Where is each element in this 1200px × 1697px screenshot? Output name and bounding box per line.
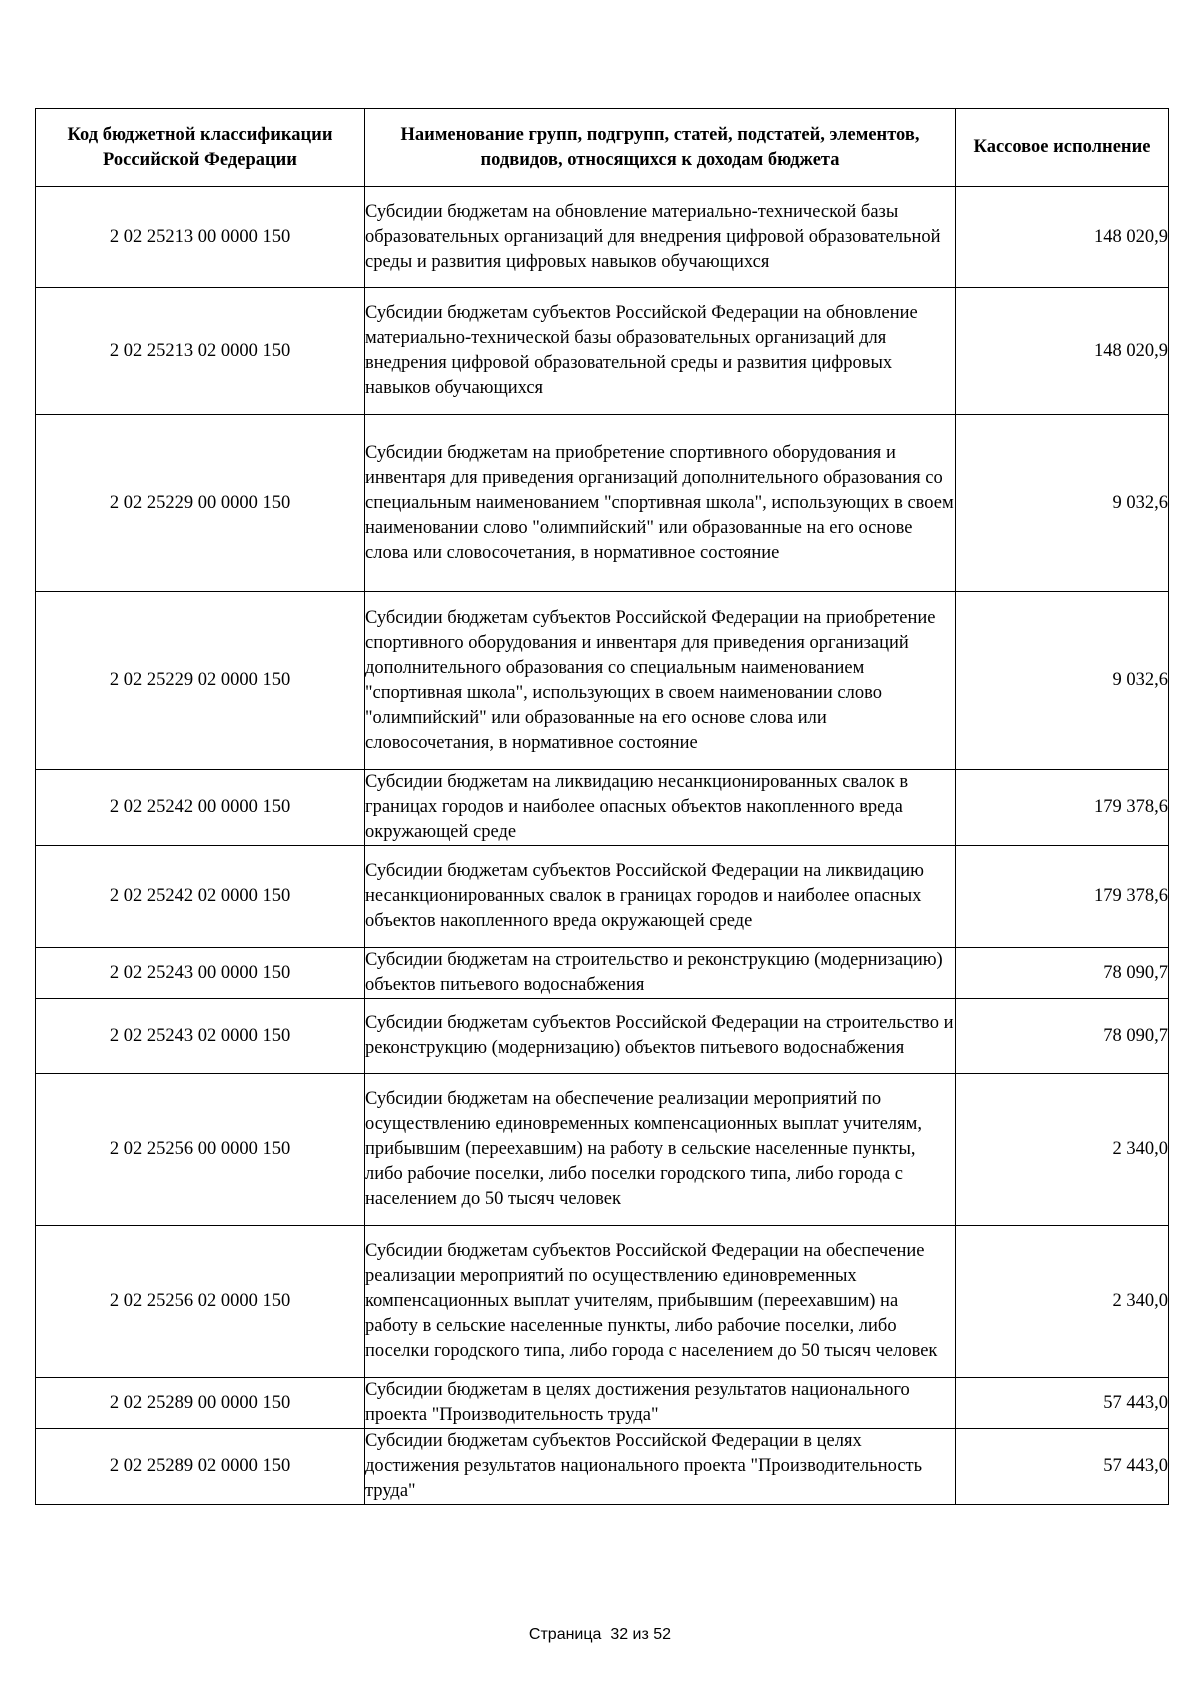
row-code: 2 02 25256 00 0000 150 bbox=[36, 1074, 365, 1226]
row-amount: 148 020,9 bbox=[956, 288, 1169, 415]
row-amount: 148 020,9 bbox=[956, 187, 1169, 288]
revenue-table bbox=[35, 108, 1169, 1505]
table-row bbox=[36, 415, 1169, 592]
row-name: Субсидии бюджетам на обновление материально-технической базы образовательных организаций для внедрения цифровой образовательной среды и развития цифровых навыков обучающихся bbox=[365, 187, 956, 288]
table-row bbox=[36, 1429, 1169, 1505]
row-amount: 57 443,0 bbox=[956, 1378, 1169, 1429]
row-code: 2 02 25213 00 0000 150 bbox=[36, 187, 365, 288]
row-code: 2 02 25243 00 0000 150 bbox=[36, 948, 365, 999]
table-header-row bbox=[36, 109, 1169, 187]
row-name: Субсидии бюджетам на строительство и реконструкцию (модернизацию) объектов питьевого водоснабжения bbox=[365, 948, 956, 999]
row-amount: 2 340,0 bbox=[956, 1074, 1169, 1226]
row-code: 2 02 25243 02 0000 150 bbox=[36, 999, 365, 1074]
row-code: 2 02 25242 02 0000 150 bbox=[36, 846, 365, 948]
row-name: Субсидии бюджетам субъектов Российской Федерации на приобретение спортивного оборудования и инвентаря для приведения организаций дополнительного образования со специальным наименованием "спортивная школа", использующих в своем наименовании слово "олимпийский" или образованные на его основе слова или словосочетания, в нормативное состояние bbox=[365, 592, 956, 770]
row-name: Субсидии бюджетам субъектов Российской Федерации на обеспечение реализации мероприятий по осуществлению единовременных компенсационных выплат учителям, прибывшим (переехавшим) на работу в сельские населенные пункты, либо рабочие поселки, либо поселки городского типа, либо города с населением до 50 тысяч человек bbox=[365, 1226, 956, 1378]
row-name: Субсидии бюджетам субъектов Российской Федерации на обновление материально-технической базы образовательных организаций для внедрения цифровой образовательной среды и развития цифровых навыков обучающихся bbox=[365, 288, 956, 415]
row-code: 2 02 25229 02 0000 150 bbox=[36, 592, 365, 770]
row-amount: 78 090,7 bbox=[956, 948, 1169, 999]
table-row bbox=[36, 592, 1169, 770]
row-amount: 179 378,6 bbox=[956, 846, 1169, 948]
row-amount: 57 443,0 bbox=[956, 1429, 1169, 1505]
table-row bbox=[36, 948, 1169, 999]
table-row bbox=[36, 846, 1169, 948]
row-code: 2 02 25289 00 0000 150 bbox=[36, 1378, 365, 1429]
row-amount: 9 032,6 bbox=[956, 592, 1169, 770]
row-amount: 2 340,0 bbox=[956, 1226, 1169, 1378]
row-amount: 9 032,6 bbox=[956, 415, 1169, 592]
table-row bbox=[36, 288, 1169, 415]
table-row bbox=[36, 1226, 1169, 1378]
row-code: 2 02 25213 02 0000 150 bbox=[36, 288, 365, 415]
row-name: Субсидии бюджетам субъектов Российской Федерации в целях достижения результатов национального проекта "Производительность труда" bbox=[365, 1429, 956, 1505]
row-code: 2 02 25229 00 0000 150 bbox=[36, 415, 365, 592]
table-row bbox=[36, 187, 1169, 288]
header-amount: Кассовое исполнение bbox=[956, 109, 1169, 187]
row-code: 2 02 25242 00 0000 150 bbox=[36, 770, 365, 846]
row-name: Субсидии бюджетам на приобретение спортивного оборудования и инвентаря для приведения организаций дополнительного образования со специальным наименованием "спортивная школа", использующих в своем наименовании слово "олимпийский" или образованные на его основе слова или словосочетания, в нормативное состояние bbox=[365, 415, 956, 592]
row-amount: 179 378,6 bbox=[956, 770, 1169, 846]
row-code: 2 02 25256 02 0000 150 bbox=[36, 1226, 365, 1378]
row-name: Субсидии бюджетам в целях достижения результатов национального проекта "Производительность труда" bbox=[365, 1378, 956, 1429]
row-name: Субсидии бюджетам на ликвидацию несанкционированных свалок в границах городов и наиболее опасных объектов накопленного вреда окружающей среде bbox=[365, 770, 956, 846]
row-amount: 78 090,7 bbox=[956, 999, 1169, 1074]
header-name: Наименование групп, подгрупп, статей, подстатей, элементов, подвидов, относящихся к доходам бюджета bbox=[365, 109, 956, 187]
table-row bbox=[36, 1378, 1169, 1429]
page-number: Страница 32 из 52 bbox=[528, 1626, 672, 1643]
row-code: 2 02 25289 02 0000 150 bbox=[36, 1429, 365, 1505]
table-row bbox=[36, 1074, 1169, 1226]
table-row bbox=[36, 999, 1169, 1074]
header-code: Код бюджетной классификации Российской Федерации bbox=[36, 109, 365, 187]
row-name: Субсидии бюджетам на обеспечение реализации мероприятий по осуществлению единовременных компенсационных выплат учителям, прибывшим (переехавшим) на работу в сельские населенные пункты, либо рабочие поселки, либо поселки городского типа, либо города с населением до 50 тысяч человек bbox=[365, 1074, 956, 1226]
table-row bbox=[36, 770, 1169, 846]
row-name: Субсидии бюджетам субъектов Российской Федерации на ликвидацию несанкционированных свалок в границах городов и наиболее опасных объектов накопленного вреда окружающей среде bbox=[365, 846, 956, 948]
row-name: Субсидии бюджетам субъектов Российской Федерации на строительство и реконструкцию (модернизацию) объектов питьевого водоснабжения bbox=[365, 999, 956, 1074]
